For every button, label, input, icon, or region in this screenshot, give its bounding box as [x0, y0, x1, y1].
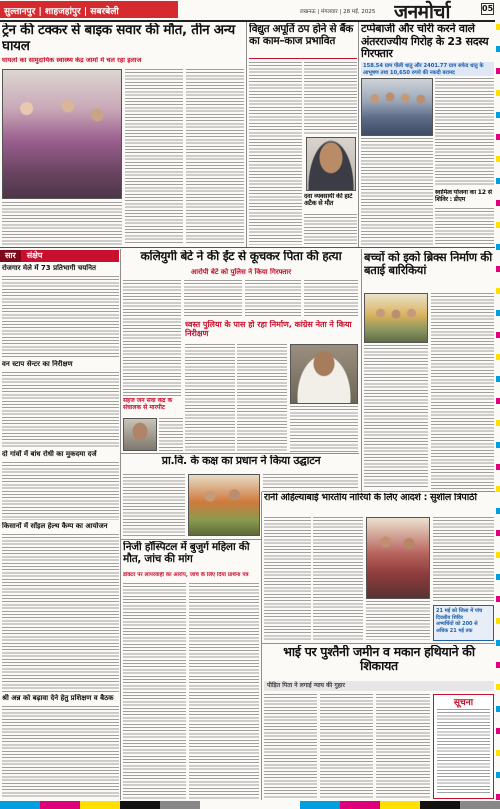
photo-portrait-deceased	[306, 137, 356, 191]
notice-box	[433, 694, 494, 799]
notice-body	[437, 709, 490, 795]
info-box	[433, 605, 494, 641]
ecobrick-story-body	[364, 345, 428, 489]
summary-item-body	[2, 706, 119, 799]
school-story-headline: प्रा.वि. के कक्ष का प्रधान ने किया उद्घाटन	[161, 455, 321, 467]
school-story-body	[263, 474, 358, 490]
bank-story-headline: विद्युत अपूर्ति ठप होने से बैंक का काम–काज प्रभावित	[249, 23, 354, 48]
heart-attack-headline: दवा व्यवसायी की हार्ट अटैक से मौत	[304, 193, 353, 208]
summary-item-body	[2, 276, 119, 358]
murder-story-subhead: आरोपी बेटे को पुलिस ने किया गिरफ्तार	[190, 268, 292, 276]
photo-children-ecobrick	[364, 293, 428, 343]
protest-story-headline: ध्वस्त पुलिया के पास हो रहा निर्माण, कांग्रेस नेता ने किया निरीक्षण	[185, 320, 352, 339]
column-rule	[246, 22, 247, 247]
section-rule	[262, 491, 495, 492]
rani-story-body	[433, 517, 494, 603]
summary-label-1: सार	[0, 250, 21, 262]
hospital-story-headline: निजी हॉस्पिटल में बुजुर्ग महिला की मौत, जांच की मांग	[123, 541, 250, 566]
train-story-subhead: घायलों का सामुदायिक स्वास्थ्य केंद्र जामों में चल रहा इलाज	[2, 57, 142, 64]
land-story-body	[264, 694, 317, 799]
summary-item-headline: वन स्टाप सेन्टर का निरीक्षण	[2, 360, 73, 368]
school-story-body	[123, 474, 185, 537]
land-story-body	[376, 694, 430, 799]
print-color-bar	[0, 801, 500, 809]
bank-story-divider	[249, 58, 357, 59]
page-number: 05	[482, 4, 494, 13]
land-story-body	[320, 694, 373, 799]
rani-story-body	[366, 601, 430, 640]
photo-arrested-gang	[361, 78, 433, 136]
notice-title: सूचना	[453, 698, 474, 708]
newspaper-logo: जनमोर्चा	[394, 1, 450, 20]
hospital-story-body	[123, 583, 186, 799]
summary-item-headline: श्री अन्न को बढ़ावा देने हेतु प्रशिक्षण व बैठक	[2, 694, 114, 702]
print-registration-strip	[496, 24, 500, 800]
rani-story-body	[264, 517, 311, 640]
camp-story-headline: स्वामित्व योजना का 12 से शिविर : डीएम	[435, 189, 492, 204]
hospital-story-subhead: डॉक्टर पर लापरवाही का आरोप, जांच के लिए दिया प्रार्थना पत्र	[123, 572, 249, 578]
column-rule	[361, 249, 362, 491]
section-rule	[121, 453, 359, 454]
camp-story-body	[435, 208, 494, 245]
photo-small-story	[123, 418, 157, 451]
bank-story-body	[249, 62, 302, 245]
summary-item-headline: रोजगार मेले में 73 प्रतिभागी चयनित	[2, 264, 96, 272]
column-rule	[358, 22, 359, 247]
masthead-date: लखनऊ | मंगलवार | 28 मई, 2025	[300, 9, 376, 15]
murder-story-body	[123, 280, 181, 396]
photo-school-inauguration	[188, 474, 260, 536]
summary-item-headline: किसानों में सॉइल हेल्थ कैम्प का आयोजन	[2, 522, 108, 530]
summary-label-2: संक्षेप	[26, 251, 43, 260]
hospital-story-body	[189, 583, 259, 799]
masthead-cities: सुल्तानपुर | शाहजहांपुर | सबरबेली	[0, 1, 178, 18]
train-story-body	[186, 69, 244, 245]
small-story-headline: सहज जन सेवा केंद्र के संचालक से मारपीट	[123, 398, 173, 411]
photo-rani-ahilyabai-event	[366, 517, 430, 599]
info-box-line-2: अभ्यर्थियों को 200 से अधिक 21 मई तक	[436, 621, 478, 634]
photo-train-accident	[2, 69, 122, 199]
protest-story-body	[185, 344, 235, 452]
column-rule	[261, 492, 262, 800]
summary-item-headline: दो गांवों में बांध रोधी का मुकदमा दर्ज	[2, 450, 97, 458]
bank-story-body	[304, 62, 357, 135]
photo-congress-leader	[290, 344, 358, 404]
protest-story-body	[290, 406, 358, 452]
info-box-line-1: 21 मई को जिला में पांच दिवसीय शिविर	[436, 608, 483, 621]
land-story-headline: भाई पर पुश्तैनी जमीन व मकान हथियाने की शिकायत	[283, 645, 475, 674]
summary-item-body	[2, 534, 119, 692]
murder-story-body	[184, 280, 242, 316]
gang-story-headline: टप्पेबाजी और चोरी करने वाले अंतरराज्यीय गिरोह के 23 सदस्य गिरफ्तार	[361, 23, 489, 61]
protest-story-body	[237, 344, 287, 452]
column-rule	[120, 249, 121, 800]
train-story-body	[125, 69, 183, 245]
section-rule	[121, 539, 262, 540]
heart-attack-body	[304, 214, 357, 245]
murder-story-body	[245, 280, 301, 316]
summary-header	[0, 250, 119, 262]
masthead-rule	[0, 20, 495, 22]
murder-story-body	[304, 280, 358, 316]
rani-story-body	[313, 517, 363, 640]
ecobrick-story-headline: बच्चों को इको ब्रिक्स निर्माण की बताई बारिकियां	[364, 251, 492, 278]
small-story-body	[159, 418, 183, 451]
train-story-headline: ट्रेन की टक्कर से बाइक सवार की मौत, तीन अन्य घायल	[2, 23, 235, 54]
murder-story-headline: कलियुगी बेटे ने की ईंट से कूचकर पिता की हत्या	[140, 250, 342, 263]
summary-item-body	[2, 372, 119, 448]
gang-story-body	[361, 138, 433, 245]
land-story-subhead: पीड़ित पिता ने लगाई न्याय की गुहार	[264, 681, 494, 691]
gang-story-body	[435, 78, 494, 187]
rani-story-headline: रानी अहिल्याबाई भारतीय नारियों के लिए आदर्श : सुशील त्रिपाठी	[264, 493, 477, 503]
summary-item-body	[2, 462, 119, 520]
section-rule	[262, 643, 495, 644]
section-rule	[0, 247, 495, 248]
ecobrick-story-body	[431, 293, 494, 489]
gang-story-highlight: 158.54 ग्राम पीली धातु और 2401.77 ग्राम सफेद धातु के आभूषण तथा 10,650 रुपये की नकदी बरामद	[361, 62, 494, 76]
train-story-body	[2, 202, 122, 245]
